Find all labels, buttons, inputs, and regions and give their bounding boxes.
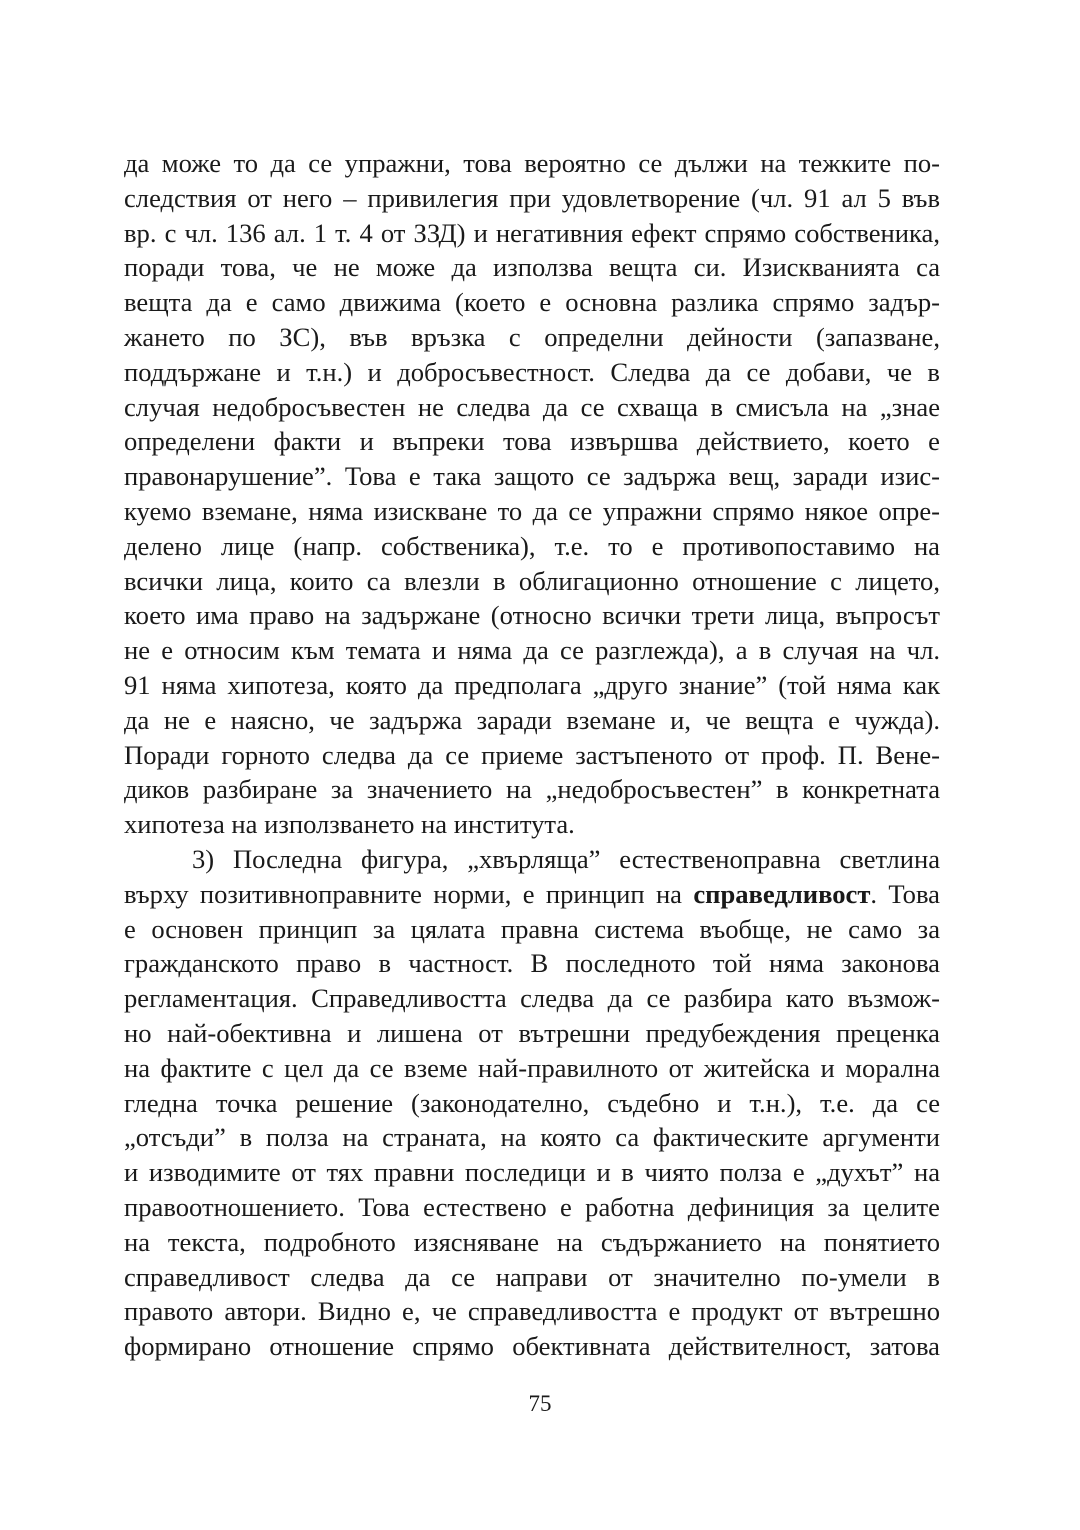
text-line: 91 няма хипотеза, която да предполага „друго знание” (той няма как (124, 669, 940, 700)
text-line: но най-обективна и лишена от вътрешни предубеждения преценка (124, 1017, 940, 1048)
text-line: формирано отношение спрямо обективната действителност, затова (124, 1331, 940, 1362)
page-number: 75 (528, 1391, 552, 1416)
text-segment: . Това (870, 878, 940, 909)
text-segment: върху позитивноправните норми, е принцип на (124, 878, 694, 909)
text-line: правоотношението. Това естествено е работна дефиниция за целите (124, 1191, 940, 1222)
text-line: на текста, подробното изясняване на съдържанието на понятието (124, 1226, 940, 1257)
text-line: правонарушение”. Това е така защото се задържа вещ, заради изис- (124, 461, 940, 492)
text-line: всички лица, които са влезли в облигационно отношение с лицето, (124, 565, 940, 596)
text-line: вещта да е само движима (което е основна разлика спрямо задър- (124, 287, 940, 318)
text-line: „отсъди” в полза на страната, на която са фактическите аргументи (124, 1122, 940, 1153)
text-line: не е относим към темата и няма да се разглежда), а в случая на чл. (124, 635, 940, 666)
text-line: гледна точка решение (законодателно, съдебно и т.н.), т.е. да се (124, 1087, 940, 1118)
text-line: на фактите с цел да се вземе най-правилното от житейска и морална (124, 1052, 940, 1083)
text-line: е основен принцип за цялата правна система въобще, не само за (124, 913, 940, 944)
text-line: да не е наясно, че задържа заради вземане и, че вещта е чужда). (124, 704, 940, 735)
text-line: делено лице (напр. собственика), т.е. то е противопоставимо на (124, 530, 940, 561)
text-line: и изводимите от тях правни последици и в чиято полза е „духът” на (124, 1157, 940, 1188)
text-line: регламентация. Справедливостта следва да се разбира като възмож- (124, 983, 940, 1014)
text-line: вр. с чл. 136 ал. 1 т. 4 от ЗЗД) и негативния ефект спрямо собственика, (124, 217, 940, 248)
text-line: гражданското право в частност. В последното той няма законова (124, 948, 940, 979)
paragraph-start-line: 3) Последна фигура, „хвърляща” естественоправна светлина (192, 843, 940, 874)
text-line: случая недобросъвестен не следва да се схваща в смисъла на „знае (124, 391, 940, 422)
text-line: жането по ЗС), във връзка с определни дейности (запазване, (124, 321, 940, 352)
text-line: поради това, че не може да използва вещта си. Изискванията са (124, 252, 940, 283)
body-text (124, 146, 940, 1364)
text-line: да може то да се упражни, това вероятно се дължи на тежките по- (124, 148, 940, 178)
text-line: Поради горното следва да се приеме застъпеното от проф. П. Вене- (124, 739, 940, 770)
text-line-with-emphasis (124, 877, 940, 912)
text-line: куемо вземане, няма изискване то да се упражни спрямо някое опре- (124, 495, 940, 526)
text-line: което има право на задържане (относно всички трети лица, въпросът (124, 600, 940, 631)
text-line: диков разбиране за значението на „недобросъвестен” в конкретната (124, 774, 940, 805)
text-line: определени факти и въпреки това извършва действието, което е (124, 426, 940, 457)
emphasized-term: справедливост (693, 878, 871, 909)
text-line: следствия от него – привилегия при удовлетворение (чл. 91 ал 5 във (124, 182, 940, 213)
text-line: правото автори. Видно е, че справедливостта е продукт от вътрешно (124, 1296, 940, 1327)
text-line: справедливост следва да се направи от значително по-умели в (124, 1261, 940, 1292)
paragraph-end-line: хипотеза на използването на института. (124, 809, 575, 840)
text-line: поддържане и т.н.) и добросъвестност. Следва да се добави, че в (124, 356, 940, 387)
